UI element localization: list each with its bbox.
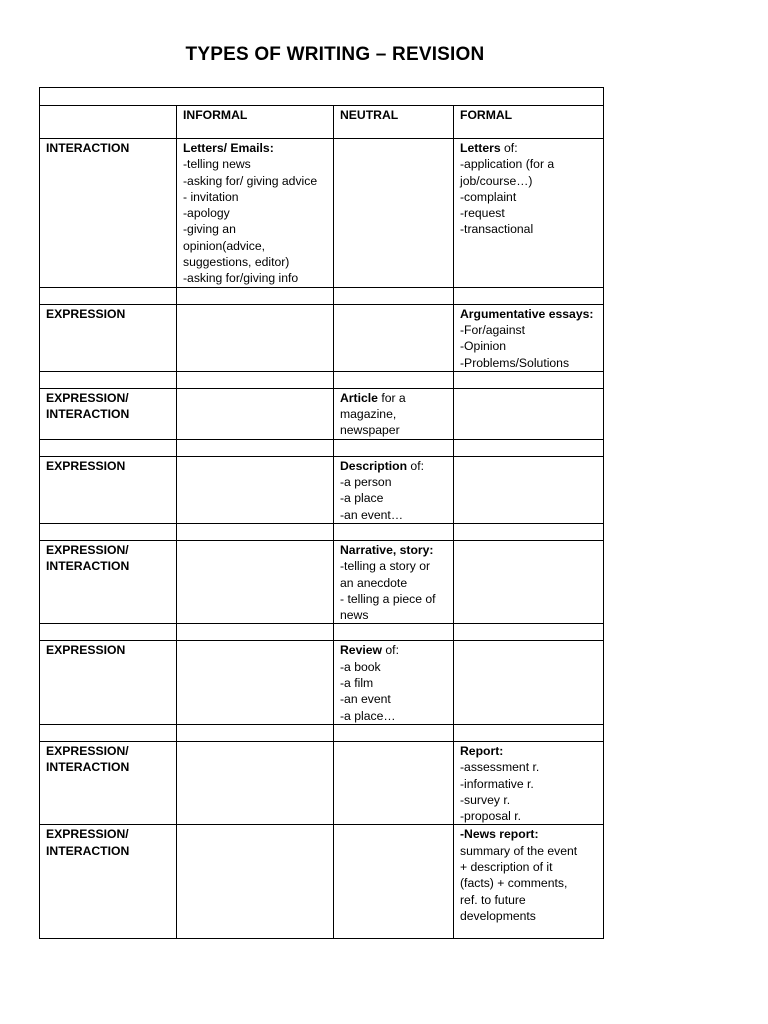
category-cell (40, 641, 177, 724)
cell-heading: Letters (460, 141, 501, 155)
neutral-cell (334, 741, 454, 824)
informal-cell (177, 304, 334, 371)
table-row (40, 540, 604, 623)
list-item: -a film (340, 676, 374, 691)
category-label: INTERACTION (46, 760, 130, 775)
formal-cell (454, 388, 604, 439)
cell-heading: Report: (460, 743, 504, 758)
formal-cell (454, 641, 604, 724)
list-item: -telling news (183, 157, 251, 172)
category-label: EXPRESSION/ (46, 743, 129, 758)
list-item: developments (460, 908, 536, 923)
neutral-cell (334, 641, 454, 724)
cell-heading: -News report: (460, 827, 539, 842)
informal-cell (177, 540, 334, 623)
table-row (40, 641, 604, 724)
category-label: EXPRESSION/ (46, 390, 129, 405)
list-item: -giving an (183, 222, 236, 237)
cell-heading: Article (340, 390, 378, 405)
category-label: EXPRESSION (46, 306, 126, 321)
list-item: -a place… (340, 708, 396, 723)
cell-heading: Description (340, 458, 408, 473)
list-item: + description of it (460, 859, 553, 874)
category-cell (40, 304, 177, 371)
table-header-row (40, 106, 604, 139)
cell-heading: Letters/ Emails: (183, 141, 274, 155)
cell-heading: Review (340, 643, 383, 658)
table-row (40, 388, 604, 439)
cell-heading-suffix: of: (382, 643, 399, 658)
table-row (40, 825, 604, 939)
list-item: -asking for/giving info (183, 271, 299, 286)
table-row (40, 741, 604, 824)
list-item: -proposal r. (460, 809, 521, 824)
list-item: -assessment r. (460, 760, 540, 775)
table-spacer-row (40, 371, 604, 388)
list-item: -telling a story or (340, 559, 431, 574)
header-cell-formal: FORMAL (454, 106, 604, 139)
cell-heading-suffix: for a (377, 390, 406, 405)
list-item: -informative r. (460, 776, 534, 791)
category-cell (40, 139, 177, 288)
table-row (40, 456, 604, 523)
informal-cell (177, 456, 334, 523)
informal-cell (177, 741, 334, 824)
writing-types-table (39, 87, 604, 939)
category-label: INTERACTION (46, 141, 130, 155)
list-item: ref. to future (460, 892, 526, 907)
table-spacer-row (40, 287, 604, 304)
category-cell (40, 388, 177, 439)
table-row (40, 304, 604, 371)
list-item: -asking for/ giving advice (183, 173, 318, 188)
list-item: -Problems/Solutions (460, 355, 570, 370)
list-item: -apology (183, 206, 230, 221)
list-item: -survey r. (460, 792, 511, 807)
neutral-cell (334, 388, 454, 439)
formal-cell (454, 741, 604, 824)
formal-cell (454, 456, 604, 523)
neutral-cell (334, 139, 454, 288)
list-item: -a book (340, 659, 381, 674)
category-cell (40, 741, 177, 824)
table-cell (40, 88, 604, 106)
list-item: (facts) + comments, (460, 876, 568, 891)
cell-heading-suffix: of: (500, 141, 518, 155)
category-label: INTERACTION (46, 843, 130, 858)
category-label: INTERACTION (46, 407, 130, 422)
table-spacer-row (40, 439, 604, 456)
cell-heading-suffix: of: (407, 458, 424, 473)
list-item: -an event… (340, 507, 404, 522)
list-item: suggestions, editor) (183, 255, 290, 270)
category-cell (40, 456, 177, 523)
neutral-cell (334, 540, 454, 623)
cell-heading: Narrative, story: (340, 542, 434, 557)
category-label: EXPRESSION/ (46, 827, 129, 842)
neutral-cell (334, 456, 454, 523)
neutral-cell (334, 304, 454, 371)
list-item: -a place (340, 491, 384, 506)
list-item: newspaper (340, 423, 400, 438)
informal-cell (177, 388, 334, 439)
header-cell-neutral: NEUTRAL (334, 106, 454, 139)
formal-cell (454, 304, 604, 371)
informal-cell (177, 139, 334, 288)
list-item: -a person (340, 475, 392, 490)
list-item: opinion(advice, (183, 238, 265, 253)
table-spacer-row (40, 523, 604, 540)
table-spacer-row (40, 624, 604, 641)
list-item: -transactional (460, 222, 534, 237)
page-title: TYPES OF WRITING – REVISION (185, 44, 485, 65)
list-item: an anecdote (340, 575, 408, 590)
category-cell (40, 825, 177, 939)
formal-cell (454, 825, 604, 939)
list-item: -request (460, 206, 505, 221)
neutral-cell (334, 825, 454, 939)
list-item: -an event (340, 692, 391, 707)
cell-heading: Argumentative essays: (460, 306, 594, 321)
list-item: - telling a piece of (340, 591, 436, 606)
list-item: -complaint (460, 189, 517, 204)
list-item: -application (for a (460, 157, 555, 172)
list-item: job/course…) (460, 173, 533, 188)
list-item: news (340, 608, 369, 623)
category-label: INTERACTION (46, 559, 130, 574)
list-item: - invitation (183, 189, 239, 204)
category-label: EXPRESSION/ (46, 542, 129, 557)
informal-cell (177, 825, 334, 939)
informal-cell (177, 641, 334, 724)
table-spacer-row (40, 88, 604, 106)
formal-cell (454, 139, 604, 288)
formal-cell (454, 540, 604, 623)
category-label: EXPRESSION (46, 643, 126, 658)
table-spacer-row (40, 724, 604, 741)
list-item: -For/against (460, 322, 526, 337)
list-item: summary of the event (460, 843, 578, 858)
category-label: EXPRESSION (46, 458, 126, 473)
list-item: -Opinion (460, 339, 507, 354)
category-cell (40, 540, 177, 623)
table-row (40, 139, 604, 288)
header-cell-informal: INFORMAL (177, 106, 334, 139)
header-cell-category (40, 106, 177, 139)
list-item: magazine, (340, 407, 397, 422)
